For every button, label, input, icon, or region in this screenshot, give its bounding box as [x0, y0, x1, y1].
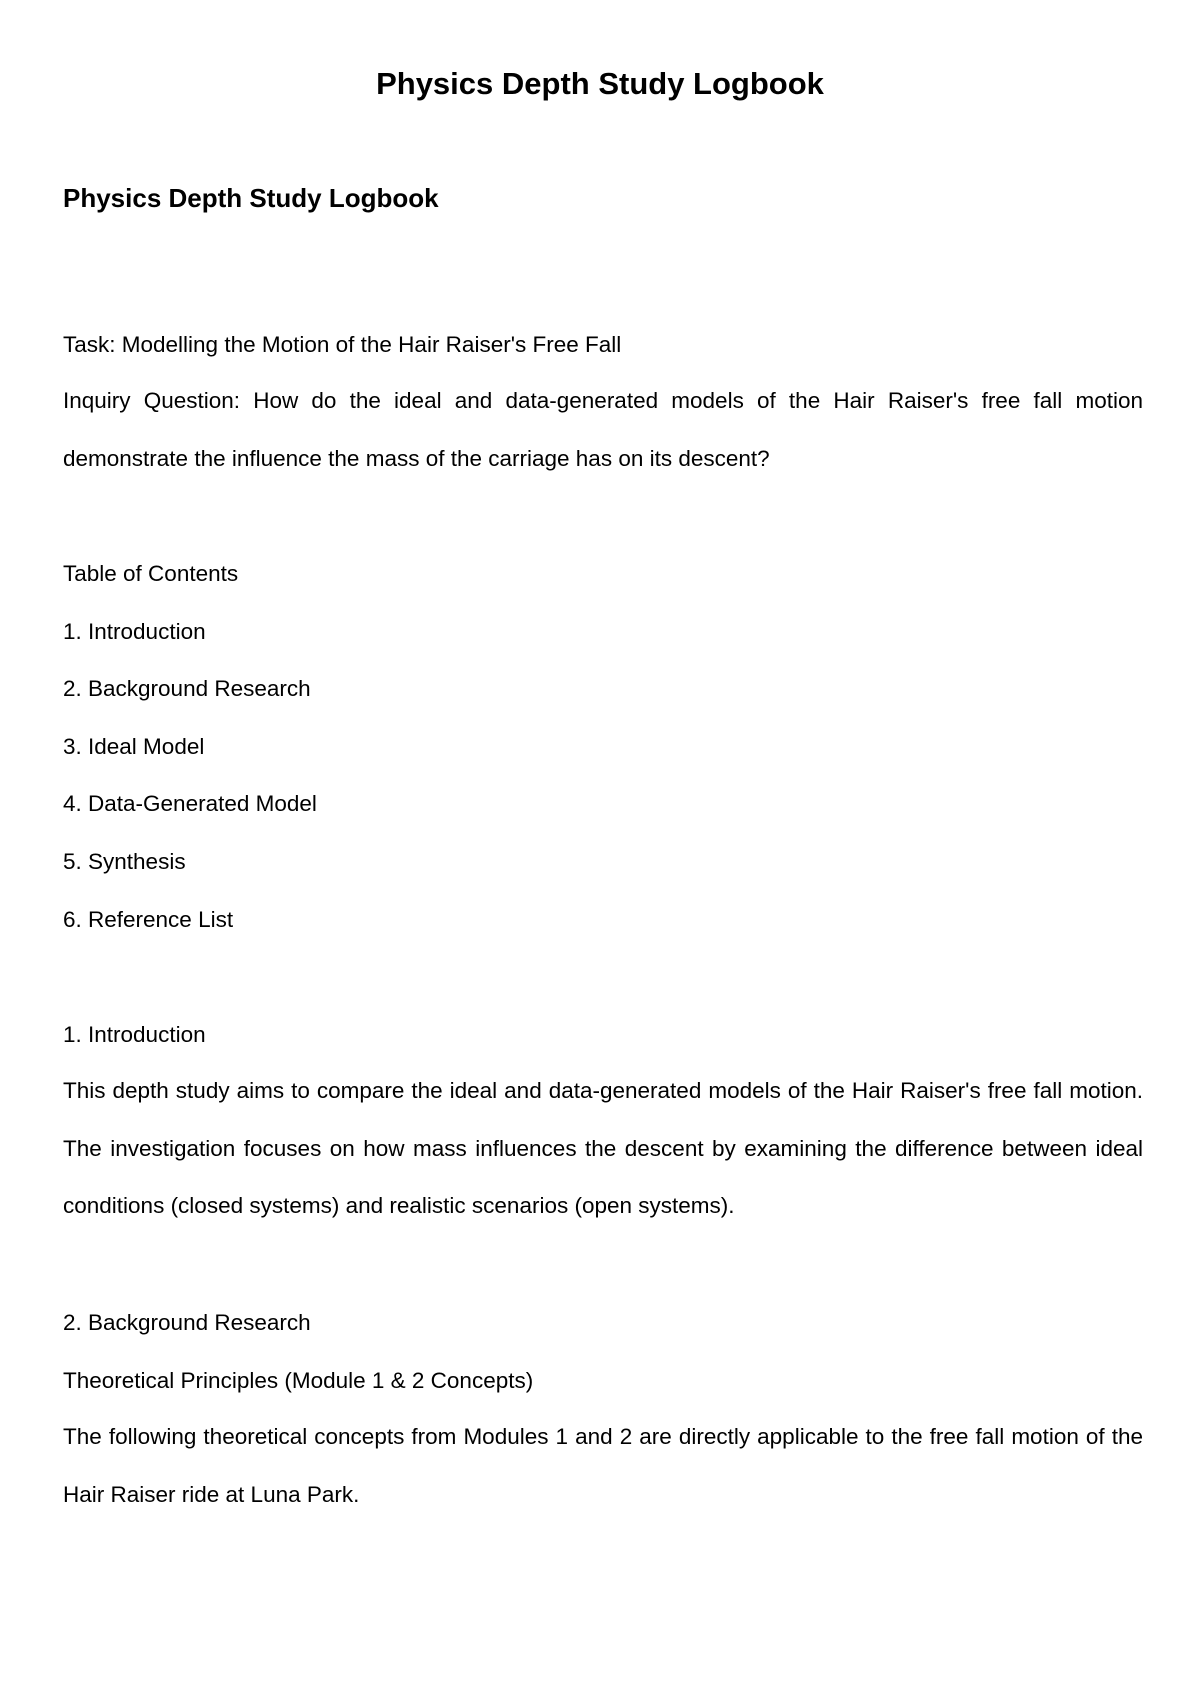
inquiry-question: Inquiry Question: How do the ideal and data-generated models of the Hair Raiser's free fall motion demonstrate the influence the mass of the carriage has on its descent? [63, 388, 1143, 471]
background-subheading: Theoretical Principles (Module 1 & 2 Concepts) [63, 1368, 534, 1393]
toc-item-reference-list[interactable]: 6. Reference List [63, 907, 234, 932]
background-body: The following theoretical concepts from Modules 1 and 2 are directly applicable to the free fall motion of the Hair Raiser ride at Luna Park. [63, 1424, 1143, 1507]
toc-item-ideal-model[interactable]: 3. Ideal Model [63, 734, 205, 759]
task-line: Task: Modelling the Motion of the Hair Raiser's Free Fall [63, 332, 622, 357]
toc-item-background-research[interactable]: 2. Background Research [63, 676, 311, 701]
background-heading: 2. Background Research [63, 1310, 311, 1335]
toc-item-introduction[interactable]: 1. Introduction [63, 619, 206, 644]
document-title: Physics Depth Study Logbook [376, 66, 824, 101]
toc-item-data-generated-model[interactable]: 4. Data-Generated Model [63, 791, 317, 816]
toc-item-synthesis[interactable]: 5. Synthesis [63, 849, 186, 874]
introduction-body: This depth study aims to compare the ideal and data-generated models of the Hair Raiser's free fall motion. The investigation focuses on how mass influences the descent by examining the difference between ideal conditions (closed systems) and realistic scenarios (open systems). [63, 1078, 1143, 1218]
document-heading: Physics Depth Study Logbook [63, 183, 439, 213]
toc-title: Table of Contents [63, 561, 239, 586]
introduction-heading: 1. Introduction [63, 1022, 206, 1047]
